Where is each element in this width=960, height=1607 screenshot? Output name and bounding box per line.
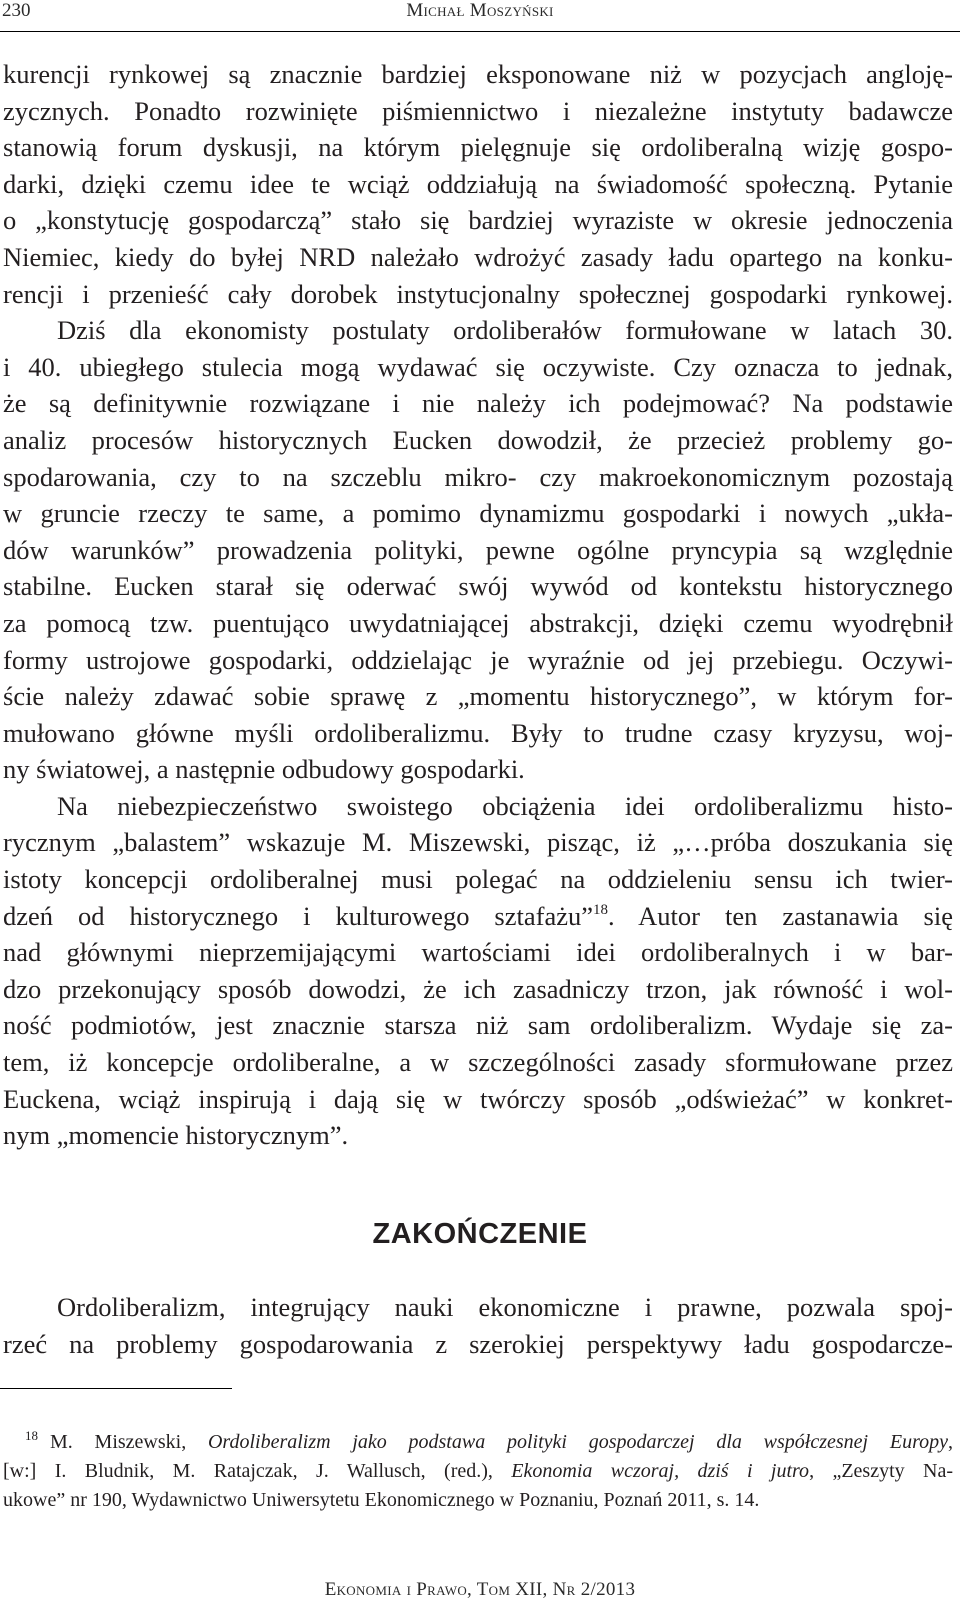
- text-line: nym „momencie historycznym”.: [3, 1120, 349, 1151]
- text-line: w gruncie rzeczy te same, a pomimo dynamizmu gospodarki i nowych „ukła-: [3, 498, 953, 529]
- text-line: i 40. ubiegłego stulecia mogą wydawać się oczywiste. Czy oznacza to jednak,: [3, 351, 953, 382]
- footnote-title: Ordoliberalizm jako podstawa polityki gospodarczej dla współczesnej Europy: [207, 1431, 949, 1453]
- footnote-line: ukowe” nr 190, Wydawnictwo Uniwersytetu Ekonomicznego w Poznaniu, Poznań 2011, s. 14.: [3, 1489, 760, 1511]
- footnote-number: 18: [25, 1428, 38, 1443]
- text-line: Ordoliberalizm, integrujący nauki ekonomiczne i prawne, pozwala spoj-: [57, 1292, 953, 1322]
- text-line: kurencji rynkowej są znacznie bardziej eksponowane niż w pozycjach angloję-: [3, 59, 953, 89]
- body-text: [3, 56, 953, 1154]
- running-footer: Ekonomia i Prawo, Tom XII, Nr 2/2013: [324, 1579, 636, 1600]
- text-line: rzeć na problemy gospodarowania z szerokiej perspektywy ładu gospodarcze-: [3, 1328, 953, 1359]
- text-line: stabilne. Eucken starał się oderwać swój wywód od kontekstu historycznego: [3, 571, 953, 602]
- text-line: stanowią forum dyskusji, na którym pielęgnuje się ordoliberalną wizję gospo-: [3, 132, 953, 163]
- text-line: dów warunków” prowadzenia polityki, pewne ogólne pryncypia są względnie: [3, 534, 953, 565]
- text-line: że są definitywnie rozwiązane i nie należy ich podejmować? Na podstawie: [3, 388, 953, 419]
- text-fragment: . Autor ten zastanawia się: [608, 900, 953, 931]
- text-line-with-footnote: [3, 898, 953, 935]
- text-line: zycznych. Ponadto rozwinięte piśmiennictwo i niezależne instytuty badawcze: [3, 95, 953, 126]
- footnote-text: , „Zeszyty Na-: [809, 1460, 953, 1482]
- text-line: istoty koncepcji ordoliberalnej musi polegać na oddzieleniu sensu ich twier-: [3, 864, 953, 895]
- text-line: darki, dzięki czemu idee te wciąż oddziałują na świadomość społeczną. Pytanie: [3, 168, 953, 199]
- running-head: [0, 0, 960, 24]
- text-line: Niemiec, kiedy do byłej NRD należało wdrożyć zasady ładu opartego na konku-: [3, 241, 953, 272]
- text-line: tem, iż koncepcje ordoliberalne, a w szczególności zasady sformułowane przez: [3, 1047, 953, 1078]
- text-line: formy ustrojowe gospodarki, oddzielając je wyraźnie od jej przebiegu. Oczywi-: [3, 644, 953, 675]
- text-line: rencji i przenieść cały dorobek instytucjonalny społecznej gospodarki rynkowej.: [3, 278, 953, 309]
- footnote-line: [3, 1457, 953, 1486]
- footnote-rule: [0, 1388, 232, 1389]
- footnote-title: Ekonomia wczoraj, dziś i jutro: [511, 1460, 810, 1482]
- text-line: spodarowania, czy to na szczeblu mikro- czy makroekonomicznym pozostają: [3, 461, 953, 492]
- text-line: za pomocą tzw. puentująco uwydatniającej abstrakcji, dzięki czemu wyodrębnił: [3, 607, 953, 638]
- header-rule: [0, 31, 960, 32]
- text-line: dzo przekonujący sposób dowodzi, że ich zasadniczy trzon, jak równość i wol-: [3, 973, 953, 1004]
- text-fragment: dzeń od historycznego i kulturowego sztafażu”: [3, 900, 593, 931]
- running-head-author: Michał Moszyński: [406, 0, 554, 21]
- page-number: 230: [2, 0, 31, 21]
- text-line: analiz procesów historycznych Eucken dowodził, że przecież problemy go-: [3, 424, 953, 455]
- text-line: mułowano główne myśli ordoliberalizmu. Były to trudne czasy kryzysu, woj-: [3, 717, 953, 748]
- text-line: o „konstytucję gospodarczą” stało się bardziej wyraziste w okresie jednoczenia: [3, 205, 953, 236]
- text-line: ność podmiotów, jest znacznie starsza niż sam ordoliberalizm. Wydaje się za-: [3, 1010, 953, 1041]
- footnote-text: M. Miszewski,: [50, 1431, 208, 1453]
- text-line: nad głównymi nieprzemijającymi wartościami idei ordoliberalnych i w bar-: [3, 937, 953, 968]
- footnote: [3, 1428, 953, 1515]
- text-line: ście należy zdawać sobie sprawę z „momentu historycznego”, w którym for-: [3, 681, 953, 712]
- footnote-reference[interactable]: 18: [593, 901, 608, 918]
- footnote-text: [w:] I. Bludnik, M. Ratajczak, J. Wallusch, (red.),: [3, 1460, 512, 1482]
- text-line: ny światowej, a następnie odbudowy gospodarki.: [3, 754, 525, 785]
- conclusion-text: [3, 1289, 953, 1362]
- footnote-line: [3, 1428, 953, 1457]
- text-line: Na niebezpieczeństwo swoistego obciążenia idei ordoliberalizmu histo-: [57, 790, 953, 821]
- text-line: Dziś dla ekonomisty postulaty ordoliberałów formułowane w latach 30.: [57, 315, 953, 346]
- footnote-text: ,: [948, 1431, 954, 1453]
- text-line: Euckena, wciąż inspirują i dają się w twórczy sposób „odświeżać” w konkret-: [3, 1083, 953, 1114]
- section-heading: ZAKOŃCZENIE: [372, 1218, 588, 1250]
- text-line: rycznym „balastem” wskazuje M. Miszewski, pisząc, iż „…próba doszukania się: [3, 827, 953, 858]
